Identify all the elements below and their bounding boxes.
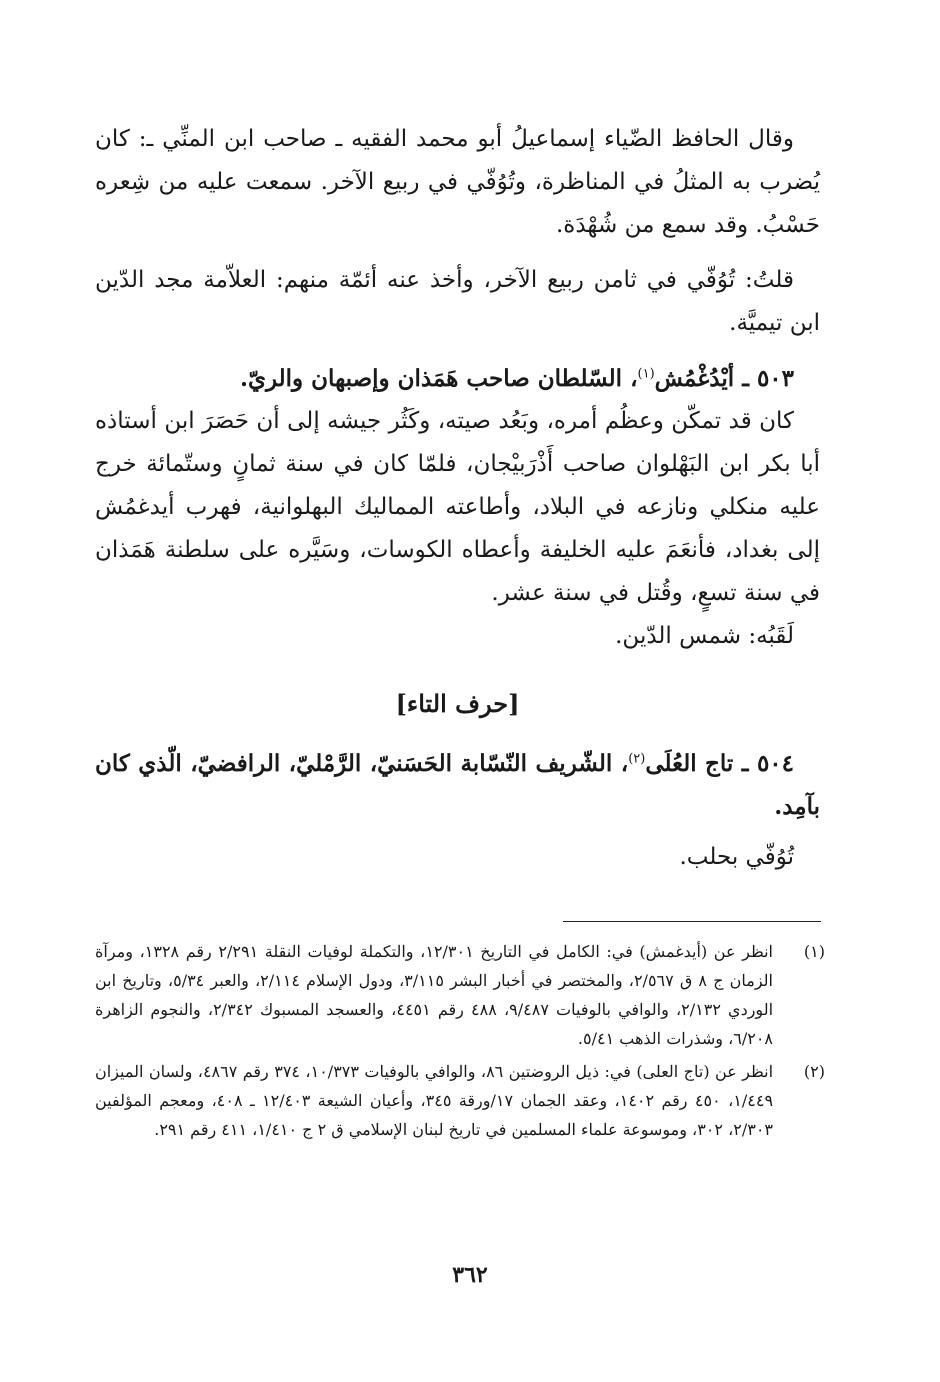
footnotes (95, 937, 825, 1148)
footnote-1-text: انظر عن (أيدغمش) في: الكامل في التاريخ ١٢/٣٠١، والتكملة لوفيات النقلة ٢/٢٩١ رقم ١٣٢٨، ومرآة الزمان ج ٨ ق ٢/٥٦٧، والمختصر في أخبار البشر ٣/١١٥، ودول الإسلام ٢/١١٤، والعبر ٥/٣٤، وتاريخ ابن الوردي ٢/١٣٢، والوافي بالوفيات ٩/٤٨٧، ٤٨٨ رقم ٤٤٥١، والعسجد المسبوك ٢/٣٤٢، والنجوم الزاهرة ٦/٢٠٨، وشذرات الذهب ٥/٤١. (95, 942, 774, 1048)
paragraph-diya-quote: وقال الحافظ الضّياء إسماعيلُ أبو محمد الفقيه ـ صاحب ابن المنِّي ـ: كان يُضرب به المثلُ في المناظرة، وتُوُفّي في ربيع الآخر. سمعت عليه من شِعره حَسْبُ. وقد سمع من شُهْدَة. (95, 126, 820, 238)
section-heading-ta: [حرف التاء] (395, 689, 520, 718)
page-number: ٣٦٢ (452, 1262, 488, 1288)
footnote-2-text: انظر عن (تاج العلى) في: ذيل الروضتين ٨٦، والوافي بالوفيات ١٠/٣٧٣، ٣٧٤ رقم ٤٨٦٧، ولسان الميزان ١/٤٤٩، ٤٥٠ رقم ١٤٠٢، وعقد الجمان ١٧/ورقة ٣٤٥، وأعيان الشيعة ١٢/٤٠٣ ـ ٤٠٨، ومعجم المؤلفين ٢/٣٠٣، ٣٠٢، وموسوعة علماء المسلمين في تاريخ لبنان الإسلامي ق ٢ ج ١/٤١٠، ٤١١ رقم ٢٩١. (95, 1062, 774, 1139)
footnote-1-mark: (١) (803, 942, 825, 961)
footnote-1 (95, 937, 825, 1053)
entry-504-name: تاج العُلَى (645, 750, 734, 777)
footnote-2 (95, 1057, 825, 1144)
footnote-divider (563, 921, 821, 922)
entry-503-title: ، السّلطان صاحب هَمَذان وإصبهان والريّ. (239, 365, 638, 392)
entry-503-name: أيْدُغْمُش (654, 365, 735, 392)
main-text (95, 118, 820, 879)
paragraph-laqab: لَقَبُه: شمس الدّين. (615, 623, 794, 649)
entry-504-number: ٥٠٤ ـ (741, 750, 795, 777)
footnote-ref-1[interactable]: (١) (637, 366, 655, 382)
paragraph-aydughmush-bio: كان قد تمكّن وعظُم أمره، وبَعُد صيته، وكَثُر جيشه إلى أن حَصَرَ ابن أستاذه أبا بكر ابن البَهْلوان صاحب أَذْرَبيْجان، فلمّا كان في سنة ثمانٍ وستّمائة خرج عليه منكلي ونازعه في البلاد، وأطاعته المماليك البهلوانية، فهرب أيدغمُش إلى بغداد، فأنعَمَ عليه الخليفة وأعطاه الكوسات، وسَيَّره على سلطنة هَمَذان في سنة تسعٍ، وقُتل في سنة عشر. (95, 408, 820, 606)
footnote-2-mark: (٢) (803, 1062, 825, 1081)
paragraph-death-aleppo: تُوُفّي بحلب. (679, 844, 794, 870)
entry-504-heading (95, 742, 820, 828)
paragraph-author-note: قلتُ: تُوُفّي في ثامن ربيع الآخر، وأخذ عنه أئمّة منهم: العلاّمة مجد الدّين ابن تيميَّة. (95, 267, 820, 336)
entry-503-number: ٥٠٣ ـ (742, 365, 794, 392)
entry-504-title: ، الشّريف النّسّابة الحَسَنيّ، الرَّمْليّ، الرافضيّ، الّذي كان بآمِد. (95, 750, 820, 820)
footnote-ref-2[interactable]: (٢) (628, 751, 646, 767)
entry-503-heading (95, 357, 820, 400)
